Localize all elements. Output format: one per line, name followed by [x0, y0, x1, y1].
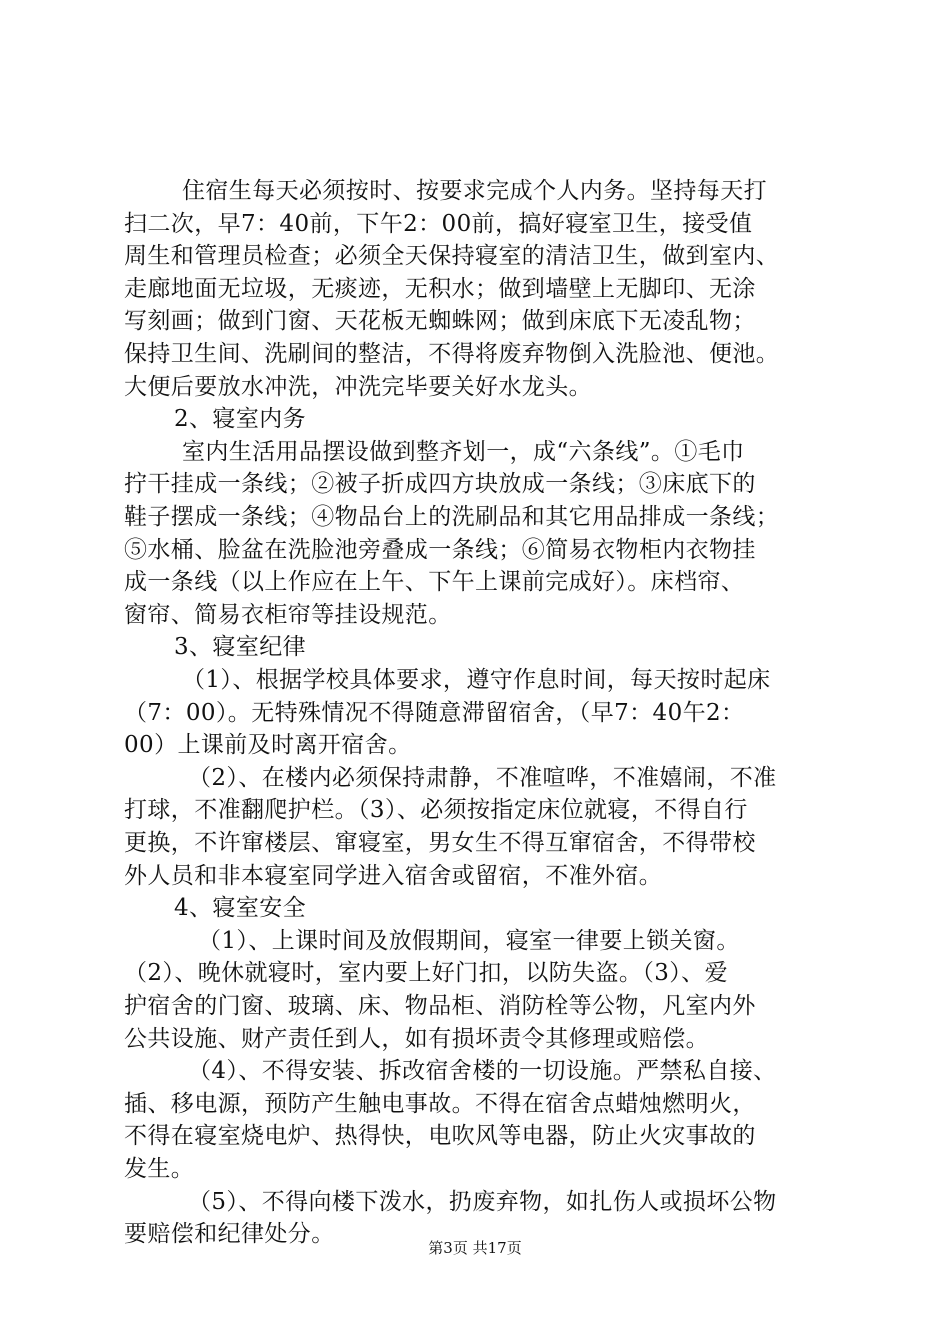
- text-line: 更换，不许窜楼层、窜寝室，男女生不得互窜宿舍，不得带校: [124, 830, 756, 856]
- text-line: 成一条线（以上作应在上午、下午上课前完成好）。床档帘、: [124, 569, 745, 596]
- text-line: （4）、不得安装、拆改宿舍楼的一切设施。严禁私自接、: [188, 1058, 777, 1085]
- text-line: 大便后要放水冲洗，冲洗完毕要关好水龙头。: [124, 373, 592, 400]
- text-line: （5）、不得向楼下泼水，扔废弃物，如扎伤人或损坏公物: [188, 1188, 777, 1215]
- text-line: 外人员和非本寝室同学进入宿舍或留宿，不准外宿。: [124, 862, 663, 889]
- text-line: 2、寝室内务: [174, 406, 307, 433]
- text-line: 室内生活用品摆设做到整齐划一，成“六条线”。①毛巾: [182, 438, 745, 465]
- text-line: 窗帘、简易衣柜帘等挂设规范。: [124, 601, 452, 628]
- text-line: （1）、根据学校具体要求，遵守作息时间，每天按时起床: [182, 667, 771, 693]
- text-line: 写刻画；做到门窗、天花板无蜘蛛网；做到床底下无凌乱物；: [124, 308, 756, 335]
- page-footer: 第3页 共17页: [428, 1239, 522, 1257]
- text-line: 公共设施、财产责任到人，如有损坏责令其修理或赔偿。: [124, 1025, 709, 1052]
- text-line: 扫二次，早7：40前，下午2：00前，搞好寝室卫生，接受值: [124, 210, 753, 237]
- text-line: 3、寝室纪律: [174, 634, 307, 661]
- text-line: 保持卫生间、洗刷间的整洁，不得将废弃物倒入洗脸池、便池。: [124, 341, 780, 367]
- text-line: 4、寝室安全: [174, 895, 307, 922]
- text-line: 护宿舍的门窗、玻璃、床、物品柜、消防栓等公物，凡室内外: [124, 993, 756, 1019]
- text-line: 打球，不准翻爬护栏。（3）、必须按指定床位就寝，不得自行: [124, 797, 748, 824]
- text-line: 发生。: [124, 1156, 195, 1182]
- text-line: （2）、晚休就寝时，室内要上好门扣，以防失盗。（3）、爱: [124, 960, 728, 987]
- text-line: 插、移电源，预防产生触电事故。不得在宿舍点蜡烛燃明火，: [124, 1090, 756, 1117]
- text-line: 不得在寝室烧电炉、热得快，电吹风等电器，防止火灾事故的: [124, 1123, 756, 1150]
- text-line: （2）、在楼内必须保持肃静，不准喧哗，不准嬉闹，不准: [188, 764, 777, 791]
- text-line: 走廊地面无垃圾，无痰迹，无积水；做到墙壁上无脚印、无涂: [124, 275, 756, 302]
- text-line: 要赔偿和纪律处分。: [124, 1221, 335, 1248]
- text-line: （7：00）。无特殊情况不得随意滞留宿舍，（早7：40午2：: [124, 699, 745, 726]
- text-line: ⑤水桶、脸盆在洗脸池旁叠成一条线；⑥简易衣物柜内衣物挂: [124, 536, 756, 563]
- text-line: 周生和管理员检查；必须全天保持寝室的清洁卫生，做到室内、: [124, 243, 780, 270]
- text-line: 拧干挂成一条线；②被子折成四方块放成一条线；③床底下的: [124, 471, 756, 498]
- text-line: 00）上课前及时离开宿舍。: [124, 732, 412, 759]
- text-line: 鞋子摆成一条线；④物品台上的洗刷品和其它用品排成一条线；: [124, 504, 780, 530]
- text-line: （1）、上课时间及放假期间，寝室一律要上锁关窗。: [198, 927, 740, 954]
- text-line: 住宿生每天必须按时、按要求完成个人内务。坚持每天打: [182, 178, 767, 204]
